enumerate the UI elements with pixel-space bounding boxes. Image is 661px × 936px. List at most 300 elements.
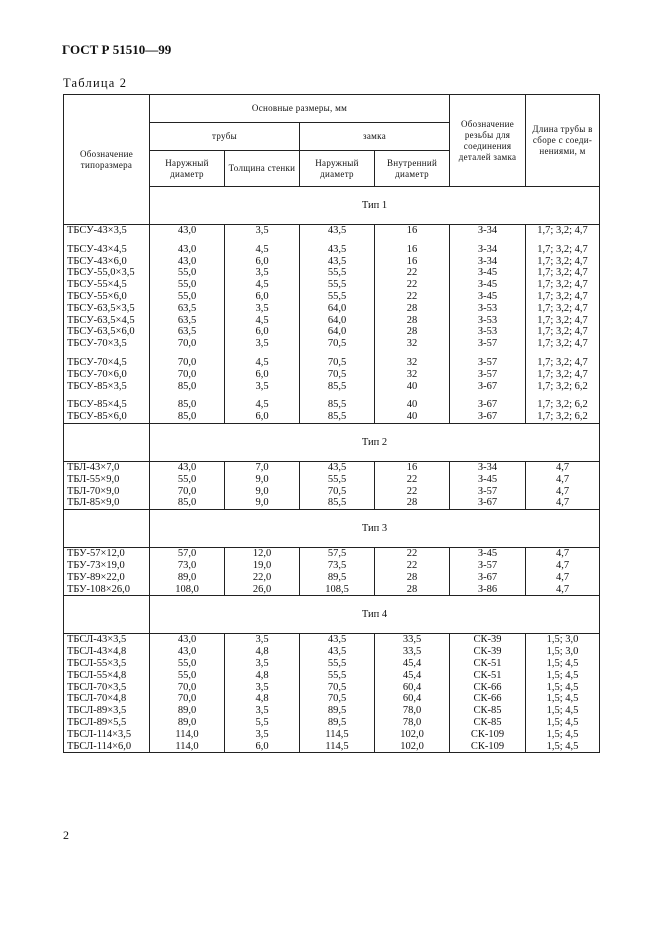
cell-value: 4,7	[555, 571, 570, 583]
cell-value: 89,0	[177, 716, 197, 728]
cell-value: 28	[406, 583, 418, 595]
cell-value: 55,0	[177, 473, 197, 485]
cell-value: ТБСУ-55,0×3,5	[67, 267, 135, 279]
section-header-row	[64, 510, 600, 548]
cell-value: 4,7	[555, 548, 570, 560]
cell-value: 3,5	[255, 302, 269, 314]
cell-value: 6,0	[255, 290, 269, 302]
cell-value: 55,0	[177, 669, 197, 681]
cell-value: 78,0	[402, 705, 422, 717]
cell-value: 89,0	[177, 705, 197, 717]
cell-value: СК-109	[470, 728, 505, 740]
header-pipe: трубы	[150, 123, 300, 151]
cell-value: 1,7; 3,2; 4,7	[537, 326, 588, 338]
cell-value: 16	[406, 225, 418, 236]
cell-value: 102,0	[400, 728, 424, 740]
cell-value: З-86	[477, 583, 498, 595]
group-gap	[67, 392, 149, 399]
cell-value: 70,5	[327, 693, 347, 705]
group-gap	[526, 392, 599, 399]
table-caption: Таблица 2	[63, 76, 128, 90]
cell-value: 16	[406, 461, 418, 473]
section-title-spacer	[64, 423, 150, 461]
header-lock-outer-diameter: Наружный диаметр	[300, 151, 375, 187]
cell-value: ТБСЛ-70×4,8	[67, 693, 127, 705]
cell-value: 70,0	[177, 356, 197, 368]
group-gap	[526, 350, 599, 357]
cell-value: ТБЛ-43×7,0	[67, 461, 120, 473]
cell-value: 4,8	[255, 693, 269, 705]
cell-value: 12,0	[252, 548, 272, 560]
cell-value: 9,0	[255, 485, 269, 497]
cell-value: 43,0	[177, 461, 197, 473]
cell-value: 1,7; 3,2; 6,2	[537, 380, 588, 392]
cell-value: 114,5	[325, 728, 349, 740]
group-gap	[150, 350, 224, 357]
cell-value: СК-51	[473, 669, 502, 681]
cell-value: З-57	[477, 485, 498, 497]
cell-value: 70,0	[177, 693, 197, 705]
cell-value: 55,5	[327, 473, 347, 485]
cell-value: 7,0	[255, 461, 269, 473]
cell-value: 43,0	[177, 634, 197, 646]
cell-value: 1,5; 4,5	[546, 681, 579, 693]
cell-value: 70,0	[177, 485, 197, 497]
cell-value: 5,5	[255, 716, 269, 728]
cell-value: 108,0	[175, 583, 199, 595]
cell-value: 4,7	[555, 461, 570, 473]
cell-value: ТБСУ-85×4,5	[67, 399, 127, 411]
cell-value: 63,5	[177, 302, 197, 314]
cell-value: 114,0	[175, 740, 199, 752]
cell-value: 22	[406, 473, 418, 485]
cell-value: 1,5; 4,5	[546, 716, 579, 728]
column-thread	[450, 225, 526, 424]
column-designation	[64, 225, 150, 424]
cell-value: 1,5; 4,5	[546, 693, 579, 705]
cell-value: З-34	[477, 225, 498, 236]
section-data-row	[64, 461, 600, 509]
cell-value: 6,0	[255, 411, 269, 423]
cell-value: З-53	[477, 302, 498, 314]
group-gap	[526, 237, 599, 244]
cell-value: ТБСЛ-89×5,5	[67, 716, 127, 728]
cell-value: 4,5	[255, 243, 269, 255]
header-lock-inner-diameter: Внутренний диаметр	[375, 151, 450, 187]
cell-value: 1,5; 3,0	[546, 634, 579, 646]
cell-value: СК-109	[470, 740, 505, 752]
cell-value: З-53	[477, 314, 498, 326]
cell-value: СК-39	[473, 646, 502, 658]
cell-value: 22	[406, 267, 418, 279]
cell-value: 70,0	[177, 338, 197, 350]
column-designation	[64, 461, 150, 509]
group-gap	[225, 350, 299, 357]
cell-value: 4,8	[255, 646, 269, 658]
group-gap	[225, 237, 299, 244]
cell-value: 85,0	[177, 380, 197, 392]
header-thread: Обозначение резьбы для соединения деталей замка	[450, 95, 526, 187]
cell-value: ТБСУ-63,5×3,5	[67, 302, 135, 314]
page-number: 2	[63, 828, 69, 842]
cell-value: З-45	[477, 548, 498, 560]
cell-value: 4,5	[255, 314, 269, 326]
cell-value: 40	[406, 380, 418, 392]
group-gap	[375, 237, 449, 244]
cell-value: 22	[406, 290, 418, 302]
document-header: ГОСТ Р 51510—99	[62, 42, 172, 57]
cell-value: ТБУ-108×26,0	[67, 583, 131, 595]
cell-value: 78,0	[402, 716, 422, 728]
cell-value: 85,0	[177, 411, 197, 423]
cell-value: 85,5	[327, 380, 347, 392]
cell-value: 70,5	[327, 681, 347, 693]
cell-value: ТБСЛ-89×3,5	[67, 705, 127, 717]
cell-value: 1,5; 4,5	[546, 657, 579, 669]
cell-value: 6,0	[255, 326, 269, 338]
cell-value: 60,4	[402, 693, 422, 705]
column-lock-outer-diameter	[300, 634, 375, 753]
cell-value: 64,0	[327, 302, 347, 314]
cell-value: 1,7; 3,2; 4,7	[537, 243, 588, 255]
cell-value: 3,5	[255, 705, 269, 717]
cell-value: 55,5	[327, 669, 347, 681]
column-lock-inner-diameter	[375, 548, 450, 596]
cell-value: 40	[406, 399, 418, 411]
cell-value: 60,4	[402, 681, 422, 693]
cell-value: З-45	[477, 473, 498, 485]
cell-value: ТБЛ-70×9,0	[67, 485, 120, 497]
cell-value: 19,0	[252, 559, 272, 571]
cell-value: 4,7	[555, 583, 570, 595]
cell-value: 33,5	[402, 646, 422, 658]
cell-value: ТБСЛ-70×3,5	[67, 681, 127, 693]
cell-value: 22,0	[252, 571, 272, 583]
cell-value: З-45	[477, 267, 498, 279]
column-length	[526, 634, 600, 753]
cell-value: 3,5	[255, 267, 269, 279]
cell-value: 1,7; 3,2; 4,7	[537, 255, 588, 267]
cell-value: З-45	[477, 279, 498, 291]
cell-value: З-57	[477, 368, 498, 380]
column-length	[526, 548, 600, 596]
cell-value: ТБСЛ-55×3,5	[67, 657, 127, 669]
group-gap	[450, 392, 525, 399]
column-lock-inner-diameter	[375, 634, 450, 753]
cell-value: 43,0	[177, 243, 197, 255]
cell-value: 4,5	[255, 399, 269, 411]
cell-value: 28	[406, 571, 418, 583]
cell-value: 45,4	[402, 669, 422, 681]
cell-value: 70,5	[327, 485, 347, 497]
cell-value: 6,0	[255, 255, 269, 267]
cell-value: З-53	[477, 326, 498, 338]
section-title: Тип 3	[150, 510, 600, 548]
cell-value: ТБЛ-55×9,0	[67, 473, 120, 485]
cell-value: 3,5	[255, 380, 269, 392]
cell-value: 55,5	[327, 279, 347, 291]
cell-value: З-67	[477, 380, 498, 392]
cell-value: 1,7; 3,2; 6,2	[537, 399, 588, 411]
column-pipe-outer-diameter	[150, 634, 225, 753]
cell-value: 6,0	[255, 368, 269, 380]
cell-value: 1,5; 4,5	[546, 669, 579, 681]
group-gap	[150, 392, 224, 399]
group-gap	[375, 392, 449, 399]
cell-value: СК-66	[473, 681, 502, 693]
cell-value: 22	[406, 559, 418, 571]
cell-value: 102,0	[400, 740, 424, 752]
cell-value: З-67	[477, 571, 498, 583]
cell-value: 85,0	[177, 497, 197, 509]
cell-value: З-34	[477, 255, 498, 267]
cell-value: 43,0	[177, 255, 197, 267]
section-data-row	[64, 225, 600, 424]
cell-value: 89,5	[327, 571, 347, 583]
cell-value: 1,7; 3,2; 4,7	[537, 302, 588, 314]
cell-value: 70,0	[177, 368, 197, 380]
cell-value: 3,5	[255, 681, 269, 693]
cell-value: 1,7; 3,2; 6,2	[537, 411, 588, 423]
header-pipe-outer-diameter: Наружный диаметр	[150, 151, 225, 187]
column-thread	[450, 461, 526, 509]
cell-value: ТБСУ-43×4,5	[67, 243, 127, 255]
cell-value: 43,0	[177, 225, 197, 236]
cell-value: 3,5	[255, 657, 269, 669]
cell-value: 55,5	[327, 290, 347, 302]
cell-value: 55,0	[177, 267, 197, 279]
cell-value: 55,5	[327, 267, 347, 279]
group-gap	[67, 237, 149, 244]
cell-value: ТБСЛ-43×3,5	[67, 634, 127, 646]
header-length: Длина трубы в сборе с соеди-нениями, м	[526, 95, 600, 187]
cell-value: СК-85	[473, 705, 502, 717]
cell-value: 28	[406, 314, 418, 326]
cell-value: 32	[406, 368, 418, 380]
cell-value: 114,0	[175, 728, 199, 740]
cell-value: 28	[406, 302, 418, 314]
column-pipe-outer-diameter	[150, 548, 225, 596]
cell-value: 43,5	[327, 461, 347, 473]
cell-value: 1,5; 4,5	[546, 705, 579, 717]
cell-value: 1,5; 3,0	[546, 646, 579, 658]
cell-value: 1,7; 3,2; 4,7	[537, 290, 588, 302]
header-pipe-wall-thickness: Толщина стенки	[225, 151, 300, 187]
group-gap	[450, 350, 525, 357]
group-gap	[225, 392, 299, 399]
cell-value: 45,4	[402, 657, 422, 669]
cell-value: 114,5	[325, 740, 349, 752]
column-lock-inner-diameter	[375, 225, 450, 424]
cell-value: З-67	[477, 399, 498, 411]
cell-value: 85,5	[327, 399, 347, 411]
cell-value: З-67	[477, 411, 498, 423]
section-data-row	[64, 548, 600, 596]
cell-value: 4,5	[255, 279, 269, 291]
cell-value: 3,5	[255, 728, 269, 740]
cell-value: ТБСЛ-114×6,0	[67, 740, 132, 752]
cell-value: 85,5	[327, 411, 347, 423]
group-gap	[67, 350, 149, 357]
group-gap	[300, 392, 374, 399]
cell-value: 70,5	[327, 356, 347, 368]
cell-value: 28	[406, 497, 418, 509]
cell-value: 22	[406, 485, 418, 497]
cell-value: ТБСУ-63,5×4,5	[67, 314, 135, 326]
cell-value: 1,7; 3,2; 4,7	[537, 356, 588, 368]
column-thread	[450, 634, 526, 753]
cell-value: З-57	[477, 338, 498, 350]
cell-value: 55,0	[177, 290, 197, 302]
header-designation: Обозначение типоразмера	[64, 95, 150, 225]
cell-value: 57,0	[177, 548, 197, 560]
cell-value: 63,5	[177, 326, 197, 338]
cell-value: 40	[406, 411, 418, 423]
cell-value: СК-85	[473, 716, 502, 728]
cell-value: ТБСУ-43×3,5	[67, 225, 127, 236]
section-header-row	[64, 423, 600, 461]
section-title: Тип 4	[150, 596, 600, 634]
cell-value: 73,5	[327, 559, 347, 571]
cell-value: 43,0	[177, 646, 197, 658]
column-lock-inner-diameter	[375, 461, 450, 509]
table-body	[64, 225, 600, 753]
cell-value: 4,7	[555, 485, 570, 497]
cell-value: ТБСУ-55×4,5	[67, 279, 127, 291]
column-length	[526, 225, 600, 424]
column-lock-outer-diameter	[300, 461, 375, 509]
cell-value: 89,0	[177, 571, 197, 583]
cell-value: 43,5	[327, 634, 347, 646]
cell-value: 32	[406, 356, 418, 368]
cell-value: 3,5	[255, 338, 269, 350]
cell-value: 3,5	[255, 225, 269, 236]
cell-value: ТБСУ-70×4,5	[67, 356, 127, 368]
column-designation	[64, 548, 150, 596]
cell-value: З-67	[477, 497, 498, 509]
cell-value: 28	[406, 326, 418, 338]
column-lock-outer-diameter	[300, 548, 375, 596]
cell-value: ТБСУ-63,5×6,0	[67, 326, 135, 338]
cell-value: 89,5	[327, 705, 347, 717]
cell-value: 70,5	[327, 338, 347, 350]
cell-value: 89,5	[327, 716, 347, 728]
cell-value: ТБСУ-55×6,0	[67, 290, 127, 302]
column-pipe-wall-thickness	[225, 634, 300, 753]
cell-value: 43,5	[327, 225, 347, 236]
header-main-sizes: Основные размеры, мм	[150, 95, 450, 123]
cell-value: ТБСУ-85×6,0	[67, 411, 127, 423]
cell-value: 43,5	[327, 243, 347, 255]
cell-value: 22	[406, 279, 418, 291]
section-title: Тип 1	[150, 187, 600, 225]
group-gap	[450, 237, 525, 244]
group-gap	[300, 237, 374, 244]
cell-value: 3,5	[255, 634, 269, 646]
section-title-spacer	[64, 510, 150, 548]
cell-value: 33,5	[402, 634, 422, 646]
cell-value: ТБУ-73×19,0	[67, 559, 125, 571]
cell-value: 16	[406, 255, 418, 267]
section-title-spacer	[64, 596, 150, 634]
cell-value: 4,8	[255, 669, 269, 681]
cell-value: 64,0	[327, 326, 347, 338]
column-thread	[450, 548, 526, 596]
cell-value: 85,0	[177, 399, 197, 411]
cell-value: 1,7; 3,2; 4,7	[537, 314, 588, 326]
section-data-row	[64, 634, 600, 753]
cell-value: 70,0	[177, 681, 197, 693]
cell-value: 32	[406, 338, 418, 350]
section-header-row	[64, 596, 600, 634]
cell-value: ТБСЛ-114×3,5	[67, 728, 132, 740]
cell-value: 1,5; 4,5	[546, 728, 579, 740]
cell-value: 43,5	[327, 255, 347, 267]
cell-value: 22	[406, 548, 418, 560]
cell-value: З-34	[477, 461, 498, 473]
cell-value: 6,0	[255, 740, 269, 752]
cell-value: 1,7; 3,2; 4,7	[537, 279, 588, 291]
cell-value: СК-66	[473, 693, 502, 705]
group-gap	[300, 350, 374, 357]
column-pipe-wall-thickness	[225, 461, 300, 509]
cell-value: 9,0	[255, 473, 269, 485]
cell-value: 1,7; 3,2; 4,7	[537, 225, 588, 236]
cell-value: 55,5	[327, 657, 347, 669]
cell-value: З-34	[477, 243, 498, 255]
cell-value: ТБСУ-43×6,0	[67, 255, 127, 267]
group-gap	[375, 350, 449, 357]
cell-value: З-57	[477, 356, 498, 368]
cell-value: 1,5; 4,5	[546, 740, 579, 752]
column-pipe-outer-diameter	[150, 225, 225, 424]
cell-value: 1,7; 3,2; 4,7	[537, 368, 588, 380]
cell-value: 4,7	[555, 559, 570, 571]
cell-value: ТБЛ-85×9,0	[67, 497, 120, 509]
cell-value: 55,0	[177, 279, 197, 291]
column-designation	[64, 634, 150, 753]
cell-value: 73,0	[177, 559, 197, 571]
column-lock-outer-diameter	[300, 225, 375, 424]
cell-value: 57,5	[327, 548, 347, 560]
column-length	[526, 461, 600, 509]
cell-value: 70,5	[327, 368, 347, 380]
cell-value: 55,0	[177, 657, 197, 669]
cell-value: ТБУ-57×12,0	[67, 548, 125, 560]
section-title: Тип 2	[150, 423, 600, 461]
cell-value: ТБСУ-70×3,5	[67, 338, 127, 350]
cell-value: ТБСУ-70×6,0	[67, 368, 127, 380]
cell-value: 26,0	[252, 583, 272, 595]
cell-value: ТБСУ-85×3,5	[67, 380, 127, 392]
cell-value: 108,5	[325, 583, 349, 595]
cell-value: 1,7; 3,2; 4,7	[537, 267, 588, 279]
cell-value: 16	[406, 243, 418, 255]
cell-value: ТБУ-89×22,0	[67, 571, 125, 583]
cell-value: 4,5	[255, 356, 269, 368]
cell-value: 4,7	[555, 473, 570, 485]
column-pipe-outer-diameter	[150, 461, 225, 509]
cell-value: 64,0	[327, 314, 347, 326]
dimensions-table	[63, 94, 600, 753]
cell-value: 1,7; 3,2; 4,7	[537, 338, 588, 350]
header-lock: замка	[300, 123, 450, 151]
cell-value: СК-39	[473, 634, 502, 646]
column-pipe-wall-thickness	[225, 225, 300, 424]
group-gap	[150, 237, 224, 244]
cell-value: 9,0	[255, 497, 269, 509]
cell-value: СК-51	[473, 657, 502, 669]
